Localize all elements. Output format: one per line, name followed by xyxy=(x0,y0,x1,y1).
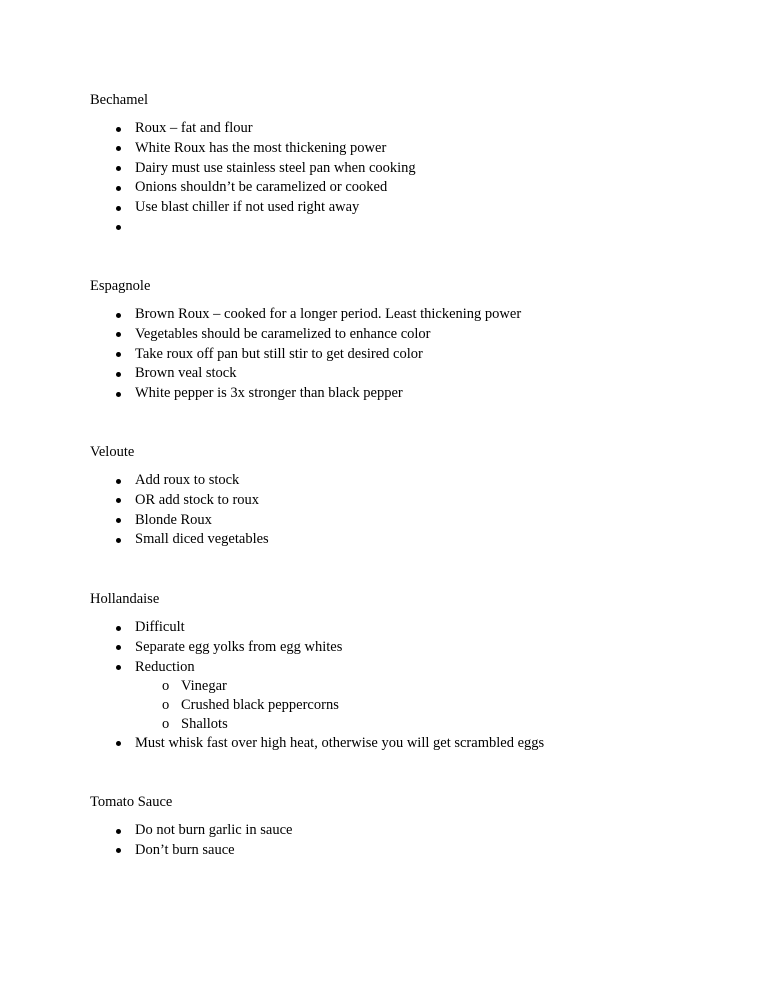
sub-list-item: o Vinegar xyxy=(162,678,227,695)
list-item: Onions shouldn’t be caramelized or cooked xyxy=(0,178,768,198)
list-item: Do not burn garlic in sauce xyxy=(0,821,768,841)
bullet-icon xyxy=(116,538,121,543)
bullet-icon xyxy=(116,206,121,211)
bullet-icon xyxy=(116,372,121,377)
bullet-icon xyxy=(116,479,121,484)
hollandaise-list xyxy=(0,618,768,754)
list-item: Small diced vegetables xyxy=(0,530,768,550)
bullet-icon xyxy=(116,645,121,650)
bullet-icon xyxy=(116,626,121,631)
list-item: Difficult xyxy=(0,618,768,638)
bullet-icon xyxy=(116,392,121,397)
list-item: Add roux to stock xyxy=(0,471,768,491)
bullet-icon xyxy=(116,848,121,853)
bullet-icon xyxy=(116,166,121,171)
circle-bullet-icon: o xyxy=(162,697,170,714)
sub-list-item: o Crushed black peppercorns xyxy=(162,697,339,714)
list-item: White pepper is 3x stronger than black pepper xyxy=(0,384,768,404)
bullet-icon xyxy=(116,332,121,337)
list-item: Must whisk fast over high heat, otherwise you will get scrambled eggs xyxy=(0,734,768,754)
list-item: Don’t burn sauce xyxy=(0,841,768,861)
sub-list-item: o Shallots xyxy=(162,715,228,732)
list-item: Blonde Roux xyxy=(0,511,768,531)
section-heading-veloute: Veloute xyxy=(90,444,135,460)
bullet-icon xyxy=(116,498,121,503)
bullet-icon xyxy=(116,352,121,357)
bullet-icon xyxy=(116,225,121,230)
list-item: Reduction xyxy=(0,658,768,678)
bullet-icon xyxy=(116,313,121,318)
bechamel-list xyxy=(0,119,768,238)
section-heading-hollandaise: Hollandaise xyxy=(90,591,160,607)
veloute-list xyxy=(0,471,768,550)
bullet-icon xyxy=(116,665,121,670)
espagnole-list xyxy=(0,305,768,404)
circle-bullet-icon: o xyxy=(162,678,170,695)
list-item: White Roux has the most thickening power xyxy=(0,139,768,159)
bullet-icon xyxy=(116,829,121,834)
list-item-empty xyxy=(0,218,768,238)
bullet-icon xyxy=(116,127,121,132)
section-heading-tomato-sauce: Tomato Sauce xyxy=(90,794,173,810)
list-item: Dairy must use stainless steel pan when cooking xyxy=(0,159,768,179)
bullet-icon xyxy=(116,146,121,151)
bullet-icon xyxy=(116,518,121,523)
list-item: OR add stock to roux xyxy=(0,491,768,511)
list-item: Brown veal stock xyxy=(0,364,768,384)
section-heading-bechamel: Bechamel xyxy=(90,92,148,108)
list-item: Separate egg yolks from egg whites xyxy=(0,638,768,658)
tomato-sauce-list xyxy=(0,821,768,861)
list-item: Use blast chiller if not used right away xyxy=(0,198,768,218)
list-item: Vegetables should be caramelized to enhance color xyxy=(0,325,768,345)
circle-bullet-icon: o xyxy=(162,715,170,732)
list-item: Brown Roux – cooked for a longer period. Least thickening power xyxy=(0,305,768,325)
list-item: Roux – fat and flour xyxy=(0,119,768,139)
bullet-icon xyxy=(116,186,121,191)
bullet-icon xyxy=(116,741,121,746)
section-heading-espagnole: Espagnole xyxy=(90,278,151,294)
list-item: Take roux off pan but still stir to get desired color xyxy=(0,345,768,365)
